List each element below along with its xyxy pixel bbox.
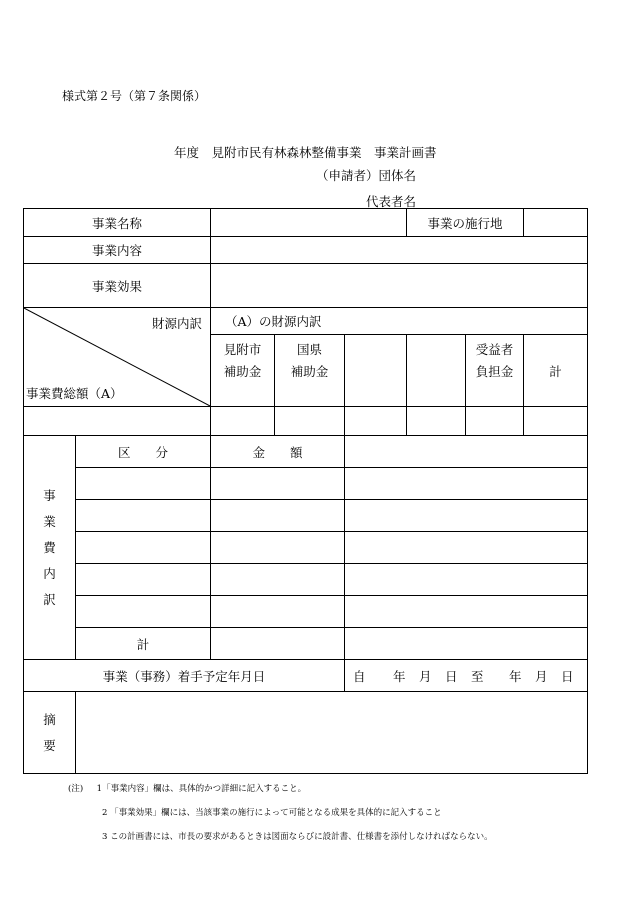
amount-cell[interactable] bbox=[211, 596, 345, 628]
row-start-date bbox=[24, 660, 588, 692]
table-row bbox=[24, 468, 588, 500]
col-city-subsidy bbox=[211, 335, 275, 407]
subtotal-extra[interactable] bbox=[345, 628, 588, 660]
extra-cell[interactable] bbox=[345, 532, 588, 564]
row-remarks bbox=[24, 692, 588, 774]
funding-breakdown-label: 財源内訳 bbox=[152, 316, 203, 331]
breakdown-extra-header bbox=[345, 436, 588, 468]
funding-diagonal-cell bbox=[24, 308, 211, 407]
period-month: 月 bbox=[419, 668, 432, 684]
category-header: 区 分 bbox=[76, 436, 211, 468]
extra-cell[interactable] bbox=[345, 500, 588, 532]
category-cell[interactable] bbox=[76, 532, 211, 564]
note-2: 2 「事業効果」欄には、当該事業の施行によって可能となる成果を具体的に記入すること bbox=[102, 808, 442, 818]
total-cost-value[interactable] bbox=[24, 407, 211, 436]
extra-cell[interactable] bbox=[345, 468, 588, 500]
extra-cell[interactable] bbox=[345, 564, 588, 596]
blank-1-value[interactable] bbox=[345, 407, 407, 436]
project-site-label: 事業の施行地 bbox=[407, 209, 524, 237]
extra-cell[interactable] bbox=[345, 596, 588, 628]
note-3: 3 この計画書には、市長の要求があるときは図面ならびに設計書、仕様書を添付しなければならない。 bbox=[102, 832, 493, 842]
beneficiary-value[interactable] bbox=[466, 407, 524, 436]
subtotal-label: 計 bbox=[76, 628, 211, 660]
table-row bbox=[24, 564, 588, 596]
col-benef-line1: 受益者 bbox=[475, 342, 514, 357]
col-city-line2: 補助金 bbox=[223, 364, 262, 379]
table-row bbox=[24, 532, 588, 564]
col-pref-line1: 国県 bbox=[297, 342, 323, 357]
subtotal-amount[interactable] bbox=[211, 628, 345, 660]
vchar: 内 bbox=[43, 565, 56, 581]
amount-header: 金 額 bbox=[211, 436, 345, 468]
period-month: 月 bbox=[535, 668, 548, 684]
project-name-label: 事業名称 bbox=[24, 209, 211, 237]
row-subtotal bbox=[24, 628, 588, 660]
period-year: 年 bbox=[393, 668, 406, 684]
period-to: 至 bbox=[471, 668, 484, 684]
period-field[interactable] bbox=[345, 660, 588, 692]
col-beneficiary bbox=[466, 335, 524, 407]
project-effect-label: 事業効果 bbox=[24, 264, 211, 308]
category-cell[interactable] bbox=[76, 500, 211, 532]
representative-label: 代表者名 bbox=[366, 194, 417, 209]
notes-label: (注) bbox=[68, 784, 84, 794]
project-effect-field[interactable] bbox=[211, 264, 588, 308]
table-row bbox=[24, 500, 588, 532]
category-cell[interactable] bbox=[76, 564, 211, 596]
col-city-line1: 見附市 bbox=[223, 342, 262, 357]
period-year: 年 bbox=[509, 668, 522, 684]
row-project-name bbox=[24, 209, 588, 237]
vchar: 事 bbox=[43, 487, 56, 503]
document-title: 年度 見附市民有林森林整備事業 事業計画書 bbox=[174, 145, 437, 160]
period-from: 自 bbox=[353, 668, 366, 684]
project-name-field[interactable] bbox=[211, 209, 407, 237]
vchar: 要 bbox=[43, 737, 56, 753]
city-subsidy-value[interactable] bbox=[211, 407, 275, 436]
plan-table bbox=[23, 208, 588, 774]
note-1-text: 1「事業内容」欄は、具体的かつ詳細に記入すること。 bbox=[96, 784, 307, 794]
period-day: 日 bbox=[561, 668, 574, 684]
applicant-org-label: （申請者）団体名 bbox=[316, 168, 417, 183]
col-pref-line2: 補助金 bbox=[290, 364, 329, 379]
col-blank-2 bbox=[407, 335, 466, 407]
amount-cell[interactable] bbox=[211, 564, 345, 596]
project-content-label: 事業内容 bbox=[24, 237, 211, 264]
row-project-effect bbox=[24, 264, 588, 308]
total-cost-label: 事業費総額（A） bbox=[26, 386, 123, 401]
row-project-content bbox=[24, 237, 588, 264]
amount-cell[interactable] bbox=[211, 500, 345, 532]
total-value[interactable] bbox=[524, 407, 588, 436]
cost-breakdown-vertical-label bbox=[24, 436, 76, 660]
row-funding-header bbox=[24, 308, 588, 335]
blank-2-value[interactable] bbox=[407, 407, 466, 436]
form-number: 様式第２号（第７条関係） bbox=[62, 89, 207, 103]
amount-cell[interactable] bbox=[211, 468, 345, 500]
project-site-field[interactable] bbox=[524, 209, 588, 237]
pref-subsidy-value[interactable] bbox=[275, 407, 345, 436]
vchar: 費 bbox=[43, 539, 56, 555]
remarks-vertical-label bbox=[24, 692, 76, 774]
category-cell[interactable] bbox=[76, 468, 211, 500]
row-breakdown-header bbox=[24, 436, 588, 468]
start-date-label: 事業（事務）着手予定年月日 bbox=[24, 660, 345, 692]
project-content-field[interactable] bbox=[211, 237, 588, 264]
col-blank-1 bbox=[345, 335, 407, 407]
vchar: 訳 bbox=[43, 591, 56, 607]
remarks-field[interactable] bbox=[76, 692, 588, 774]
amount-cell[interactable] bbox=[211, 532, 345, 564]
period-day: 日 bbox=[445, 668, 458, 684]
row-funding-values bbox=[24, 407, 588, 436]
table-row bbox=[24, 596, 588, 628]
category-cell[interactable] bbox=[76, 596, 211, 628]
col-pref-subsidy bbox=[275, 335, 345, 407]
vchar: 摘 bbox=[43, 711, 56, 727]
vchar: 業 bbox=[43, 513, 56, 529]
col-total: 計 bbox=[524, 335, 588, 407]
note-1 bbox=[68, 782, 306, 794]
a-breakdown-label: （A）の財源内訳 bbox=[211, 308, 588, 335]
col-benef-line2: 負担金 bbox=[475, 364, 514, 379]
